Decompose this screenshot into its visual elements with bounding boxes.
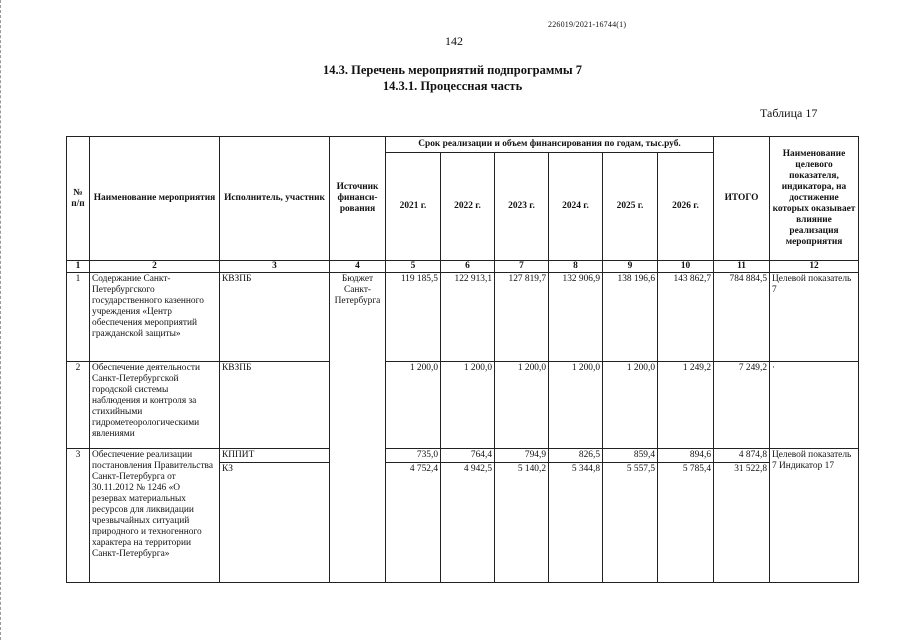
- value-2023: 794,9: [495, 449, 549, 463]
- header-name: Наименование мероприятия: [90, 137, 220, 261]
- value-2022: 764,4: [441, 449, 495, 463]
- executor: КВЗПБ: [220, 273, 330, 362]
- column-number: 6: [441, 261, 495, 273]
- table-label: Таблица 17: [760, 106, 818, 120]
- value-2022: 1 200,0: [441, 362, 495, 449]
- value-total: 7 249,2: [714, 362, 770, 449]
- value-2024: 5 344,8: [549, 463, 603, 583]
- table-row: [67, 362, 859, 449]
- value-2026: 143 862,7: [658, 273, 714, 362]
- activities-table: [66, 136, 859, 583]
- value-2026: 1 249,2: [658, 362, 714, 449]
- value-total: 31 522,8: [714, 463, 770, 583]
- value-2023: 1 200,0: [495, 362, 549, 449]
- activity-name: Содержание Санкт-Петербургского государственного казенного учреждения «Центр обеспечения мероприятий гражданской защиты»: [90, 273, 220, 362]
- header-period-group: Срок реализации и объем финансирования по годам, тыс.руб.: [386, 137, 714, 153]
- document-number: 226019/2021-16744(1): [548, 20, 627, 29]
- table-row: [67, 273, 859, 362]
- indicator: ·: [770, 362, 859, 449]
- value-2022: 122 913,1: [441, 273, 495, 362]
- value-2021: 1 200,0: [386, 362, 441, 449]
- column-number: 3: [220, 261, 330, 273]
- funding-source: Бюджет Санкт-Петербурга: [330, 273, 386, 362]
- funding-source-continued: [330, 362, 386, 449]
- activity-name: Обеспечение деятельности Санкт-Петербургской городской системы наблюдения и контроля за стихийными гидрометеорологическими явлениями: [90, 362, 220, 449]
- value-2024: 826,5: [549, 449, 603, 463]
- header-year: 2023 г.: [495, 153, 549, 261]
- header-year: 2026 г.: [658, 153, 714, 261]
- header-year: 2022 г.: [441, 153, 495, 261]
- value-2025: 5 557,5: [603, 463, 658, 583]
- executor: КВЗПБ: [220, 362, 330, 449]
- row-number: 1: [67, 273, 90, 362]
- header-no: № п/п: [67, 137, 90, 261]
- indicator: Целевой показатель 7: [770, 273, 859, 362]
- funding-source-continued: [330, 449, 386, 583]
- column-number: 7: [495, 261, 549, 273]
- table-row: [67, 449, 859, 463]
- executor: КППИТ: [220, 449, 330, 463]
- header-executor: Исполнитель, участник: [220, 137, 330, 261]
- activity-name: Обеспечение реализации постановления Правительства Санкт-Петербурга от 30.11.2012 № 1246 «О резервах материальных ресурсов для ликвидации чрезвычайных ситуаций природного и техногенного характера на территории Санкт-Петербурга»: [90, 449, 220, 583]
- header-year: 2025 г.: [603, 153, 658, 261]
- header-total: ИТОГО: [714, 137, 770, 261]
- page-number: 142: [445, 34, 463, 48]
- header-year: 2024 г.: [549, 153, 603, 261]
- header-source: Источник финанси-рования: [330, 137, 386, 261]
- value-2023: 127 819,7: [495, 273, 549, 362]
- value-total: 4 874,8: [714, 449, 770, 463]
- subsection-title: 14.3.1. Процессная часть: [382, 79, 523, 93]
- value-total: 784 884,5: [714, 273, 770, 362]
- value-2023: 5 140,2: [495, 463, 549, 583]
- section-title: 14.3. Перечень мероприятий подпрограммы 7: [322, 63, 583, 77]
- value-2021: 4 752,4: [386, 463, 441, 583]
- value-2026: 894,6: [658, 449, 714, 463]
- value-2025: 138 196,6: [603, 273, 658, 362]
- column-number: 9: [603, 261, 658, 273]
- row-number: 2: [67, 362, 90, 449]
- header-indicator: Наименование целевого показателя, индикатора, на достижение которых оказывает влияние реализация мероприятия: [770, 137, 859, 261]
- value-2024: 132 906,9: [549, 273, 603, 362]
- value-2022: 4 942,5: [441, 463, 495, 583]
- value-2021: 119 185,5: [386, 273, 441, 362]
- value-2025: 859,4: [603, 449, 658, 463]
- column-number: 11: [714, 261, 770, 273]
- column-number: 12: [770, 261, 859, 273]
- column-number: 8: [549, 261, 603, 273]
- value-2024: 1 200,0: [549, 362, 603, 449]
- scan-edge-mark: [0, 0, 6, 640]
- column-number: 2: [90, 261, 220, 273]
- indicator: Целевой показатель 7 Индикатор 17: [770, 449, 859, 583]
- row-number: 3: [67, 449, 90, 583]
- executor: КЗ: [220, 463, 330, 583]
- value-2025: 1 200,0: [603, 362, 658, 449]
- header-year: 2021 г.: [386, 153, 441, 261]
- value-2021: 735,0: [386, 449, 441, 463]
- column-number: 5: [386, 261, 441, 273]
- column-number: 10: [658, 261, 714, 273]
- column-number: 4: [330, 261, 386, 273]
- column-number: 1: [67, 261, 90, 273]
- value-2026: 5 785,4: [658, 463, 714, 583]
